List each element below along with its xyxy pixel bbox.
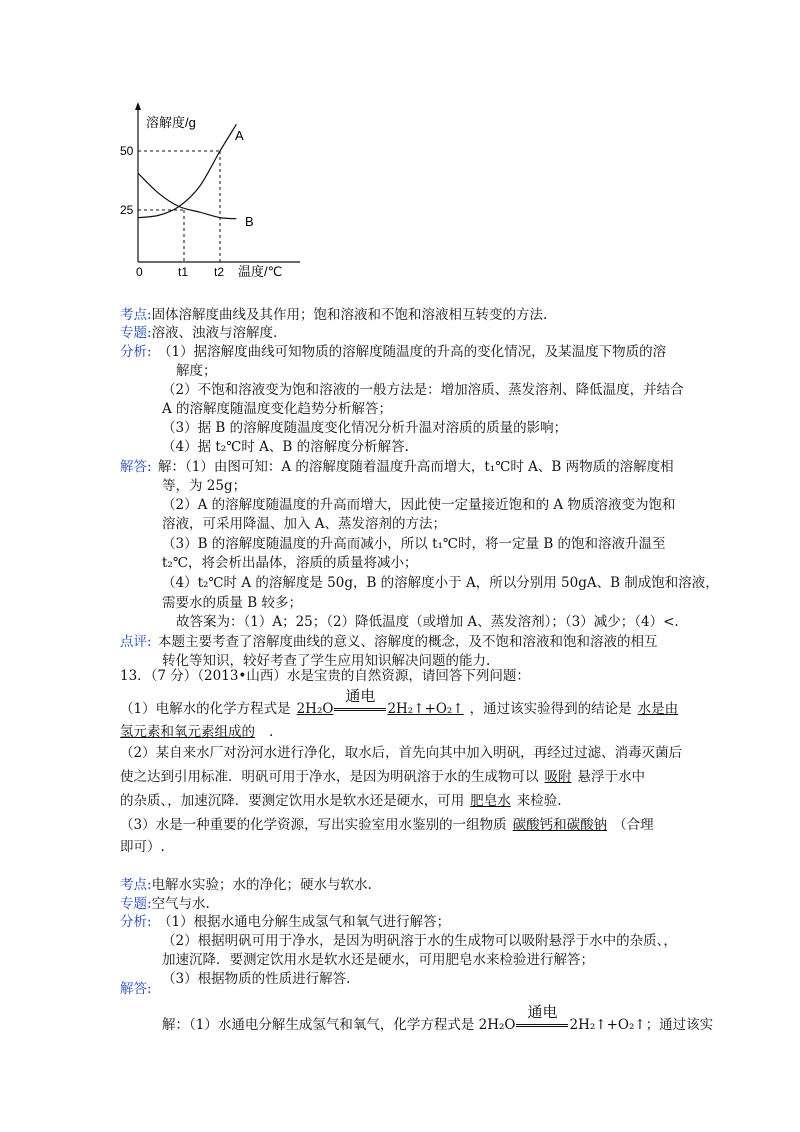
jieda-line: （2）A 的溶解度随温度的升高而增大，因此使一定量接近饱和的 A 物质溶液变为饱和	[162, 497, 676, 513]
jieda-2-line	[162, 1003, 714, 1034]
q13-p3-post: （合理	[613, 817, 654, 833]
q13-p2-line2	[120, 768, 645, 786]
dianping-line: 本题主要考查了溶解度曲线的意义、溶解度的概念，及不饱和溶液和饱和溶液的相互	[158, 634, 658, 650]
fenxi-label-1	[120, 343, 152, 361]
eq-condition: 通电	[527, 1003, 558, 1021]
jieda-2-pre: 解：（1）水通电分解生成氢气和氧气，化学方程式是	[162, 1017, 479, 1033]
fenxi-line: （4）据 t₂℃时 A、B 的溶解度分析解答.	[162, 439, 409, 455]
fenxi-label: 分析:	[120, 914, 152, 930]
eq-left: 2H₂O	[296, 701, 334, 717]
eq-right: 2H₂↑+O₂↑	[387, 701, 464, 717]
jieda-label: 解答:	[120, 981, 152, 997]
kaodian-row-1	[120, 306, 547, 324]
q13-part1-cont	[120, 723, 273, 741]
jieda-line: （3）B 的溶解度随温度的升高而减小，所以 t₁℃时，将一定量 B 的饱和溶液升温至	[162, 536, 666, 552]
q13-heading: 13．（7 分）（2013•山西）水是宝贵的自然资源，请回答下列问题：	[120, 668, 530, 684]
zhuanti-text: 空气与水.	[151, 896, 210, 912]
jieda-label-1	[120, 458, 152, 476]
kaodian-label: 考点:	[120, 307, 152, 323]
jieda-line: 等，为 25g；	[162, 478, 247, 494]
q13-p1-equation	[291, 687, 470, 717]
q13-p3-answer: 碳酸钙和碳酸钠	[512, 817, 608, 833]
jieda-label-2	[120, 980, 152, 998]
q13-p2-answer-2: 肥皂水	[470, 793, 511, 809]
dianping-line: 转化等知识，较好考查了学生应用知识解决问题的能力.	[162, 653, 491, 669]
q13-p3-pre: （3）水是一种重要的化学资源，写出实验室用水鉴别的一组物质	[120, 817, 507, 833]
zhuanti-text: 溶液、浊液与溶解度.	[151, 325, 278, 341]
q13-p1-pre: （1）电解水的化学方程式是	[120, 701, 291, 717]
eq-arrow	[515, 1003, 569, 1034]
x-axis-label: 温度/℃	[238, 264, 283, 279]
jieda-line: 溶液，可采用降温、加入 A、蒸发溶剂的方法；	[162, 516, 447, 532]
q13-p2-line1: （2）某自来水厂对汾河水进行净化，取水后，首先向其中加入明矾，再经过过滤、消毒灭菌后	[120, 745, 683, 761]
kaodian-label: 考点:	[120, 877, 152, 893]
zhuanti-label: 专题:	[120, 325, 152, 341]
zhuanti-label: 专题:	[120, 896, 152, 912]
x-tick-0: 0	[136, 265, 143, 279]
fenxi-line: （2）根据明矾可用于净水，是因为明矾溶于水的生成物可以吸附悬浮于水中的杂质、，	[162, 933, 677, 949]
zhuanti-row-1	[120, 324, 277, 342]
y-tick-25: 25	[120, 203, 134, 217]
jieda-line: 故答案为：（1）A；25；（2）降低温度（或增加 A、蒸发溶剂）；（3）减少；（4）<.	[176, 614, 679, 630]
q13-p1-answer-2: 氢元素和氧元素组成的	[120, 724, 255, 740]
q13-p3-line2: 即可）.	[120, 839, 165, 855]
kaodian-row-2	[120, 876, 372, 894]
fenxi-line: （3）据 B 的溶解度随温度变化情况分析升温对溶质的质量的影响；	[162, 420, 568, 436]
fenxi-label-2	[120, 913, 152, 931]
y-tick-50: 50	[120, 144, 134, 158]
x-tick-t1: t1	[178, 265, 189, 279]
jieda-line: （4）t₂℃时 A 的溶解度是 50g，B 的溶解度小于 A，所以分别用 50gA、B 制成饱和溶液，	[162, 575, 719, 591]
q13-p2-c-post: 来检验.	[516, 793, 562, 809]
q13-p3-line1	[120, 816, 654, 834]
fenxi-line: （3）根据物质的性质进行解答.	[162, 971, 351, 987]
y-axis-label: 溶解度/g	[146, 115, 196, 130]
eq-left: 2H₂O	[478, 1017, 516, 1033]
q13-p1-mid: ，通过该实验得到的结论是	[469, 701, 632, 717]
y-axis-arrow	[135, 102, 141, 110]
curve-a-line	[138, 124, 236, 217]
q13-p1-end: .	[269, 724, 274, 740]
eq-condition: 通电	[345, 687, 376, 705]
jieda-2-post: ；通过该实	[645, 1017, 714, 1033]
q13-p2-b-post: 悬浮于水中	[577, 769, 645, 785]
x-tick-t2: t2	[214, 265, 225, 279]
kaodian-text: 电解水实验；水的净化；硬水与软水.	[151, 877, 372, 893]
q13-p1-answer: 水是由	[637, 701, 679, 717]
q13-part1	[120, 687, 684, 718]
solubility-chart	[120, 100, 320, 285]
jieda-line: 解：（1）由图可知：A 的溶解度随着温度升高而增大，t₁℃时 A、B 两物质的溶解度相	[158, 459, 674, 475]
curve-b-line	[138, 173, 236, 219]
fenxi-line: （1）据溶解度曲线可知物质的溶解度随温度的升高的变化情况，及某温度下物质的溶	[158, 344, 667, 360]
curve-a-label: A	[235, 128, 244, 143]
dianping-label: 点评:	[120, 634, 152, 650]
q13-p2-c-pre: 的杂质、，加速沉降．要测定饮用水是软水还是硬水，可用	[120, 793, 465, 809]
q13-p2-b-pre: 使之达到引用标准．明矾可用于净水，是因为明矾溶于水的生成物可以	[120, 769, 539, 785]
q13-p2-answer-1: 吸附	[544, 769, 572, 785]
fenxi-line: 加速沉降．要测定饮用水是软水还是硬水，可用肥皂水来检验进行解答；	[162, 952, 594, 968]
fenxi-line: 解度；	[176, 363, 217, 379]
fenxi-line: （2）不饱和溶液变为饱和溶液的一般方法是：增加溶质、蒸发溶剂、降低温度，并结合	[162, 382, 684, 398]
fenxi-label: 分析:	[120, 344, 152, 360]
curve-b-label: B	[245, 214, 254, 229]
eq-arrow	[333, 687, 387, 718]
jieda-line: 需要水的质量 B 较多；	[162, 595, 303, 611]
kaodian-text: 固体溶解度曲线及其作用；饱和溶液和不饱和溶液相互转变的方法.	[151, 307, 548, 323]
fenxi-line: （1）根据水通电分解生成氢气和氧气进行解答；	[158, 914, 451, 930]
q13-p2-line3	[120, 792, 562, 810]
dianping-label-1	[120, 633, 152, 651]
jieda-line: t₂℃，将会析出晶体，溶质的质量将减小；	[162, 555, 418, 571]
fenxi-line: A 的溶解度随温度变化趋势分析解答；	[162, 401, 393, 417]
zhuanti-row-2	[120, 895, 210, 913]
jieda-label: 解答:	[120, 459, 152, 475]
eq-right: 2H₂↑+O₂↑	[569, 1017, 646, 1033]
